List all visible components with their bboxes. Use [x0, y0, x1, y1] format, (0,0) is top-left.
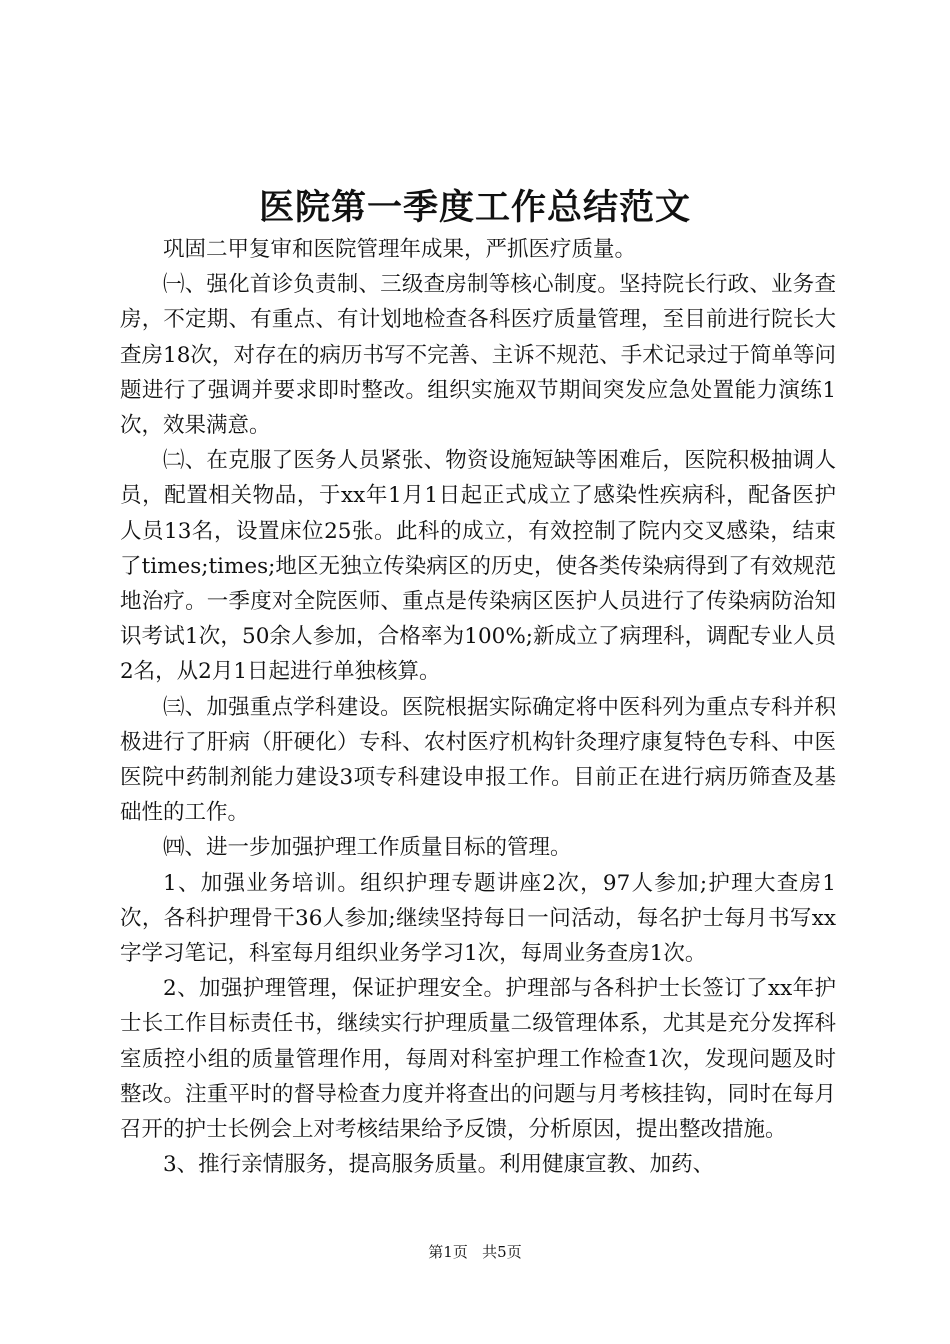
- paragraph-section-1: ㈠、强化首诊负责制、三级查房制等核心制度。坚持院长行政、业务查房，不定期、有重点、有计划地检查各科医疗质量管理，至目前进行院长大查房18次，对存在的病历书写不完善、主诉不规范、手术记录过于简单等问题进行了强调并要求即时整改。组织实施双节期间突发应急处置能力演练1次，效果满意。: [120, 272, 836, 439]
- paragraph-item-2: 2、加强护理管理，保证护理安全。护理部与各科护士长签订了xx年护士长工作目标责任书，继续实行护理质量二级管理体系，尤其是充分发挥科室质控小组的质量管理作用，每周对科室护理工作检查1次，发现问题及时整改。注重平时的督导检查力度并将查出的问题与月考核挂钩，同时在每月召开的护士长例会上对考核结果给予反馈，分析原因，提出整改措施。: [120, 976, 836, 1143]
- paragraph-item-3: 3、推行亲情服务，提高服务质量。利用健康宣教、加药、: [163, 1152, 715, 1178]
- paragraph-item-1: 1、加强业务培训。组织护理专题讲座2次，97人参加;护理大查房1次，各科护理骨干36人参加;继续坚持每日一问活动，每名护士每月书写xx字学习笔记，科室每月组织业务学习1次，每周业务查房1次。: [120, 870, 836, 967]
- page-footer: [0, 1241, 950, 1263]
- paragraph-intro: 巩固二甲复审和医院管理年成果，严抓医疗质量。: [163, 237, 637, 262]
- page-total: 共5页: [482, 1243, 522, 1261]
- paragraph-section-3: ㈢、加强重点学科建设。医院根据实际确定将中医科列为重点专科并积极进行了肝病（肝硬化）专科、农村医疗机构针灸理疗康复特色专科、中医医院中药制剂能力建设3项专科建设申报工作。目前正在进行病历筛查及基础性的工作。: [120, 694, 836, 826]
- page-number: 第1页: [428, 1243, 468, 1261]
- paragraph-section-2: ㈡、在克服了医务人员紧张、物资设施短缺等困难后，医院积极抽调人员，配置相关物品，于xx年1月1日起正式成立了感染性疾病科，配备医护人员13名，设置床位25张。此科的成立，有效控制了院内交叉感染，结束了times;times;地区无独立传染病区的历史，使各类传染病得到了有效规范地治疗。一季度对全院医师、重点是传染病区医护人员进行了传染病防治知识考试1次，50余人参加，合格率为100%;新成立了病理科，调配专业人员2名，从2月1日起进行单独核算。: [120, 448, 836, 685]
- document-title: 医院第一季度工作总结范文: [258, 187, 691, 228]
- paragraph-section-4: ㈣、进一步加强护理工作质量目标的管理。: [163, 835, 572, 861]
- document-body: [120, 232, 836, 1182]
- page-spacer: [473, 1243, 478, 1261]
